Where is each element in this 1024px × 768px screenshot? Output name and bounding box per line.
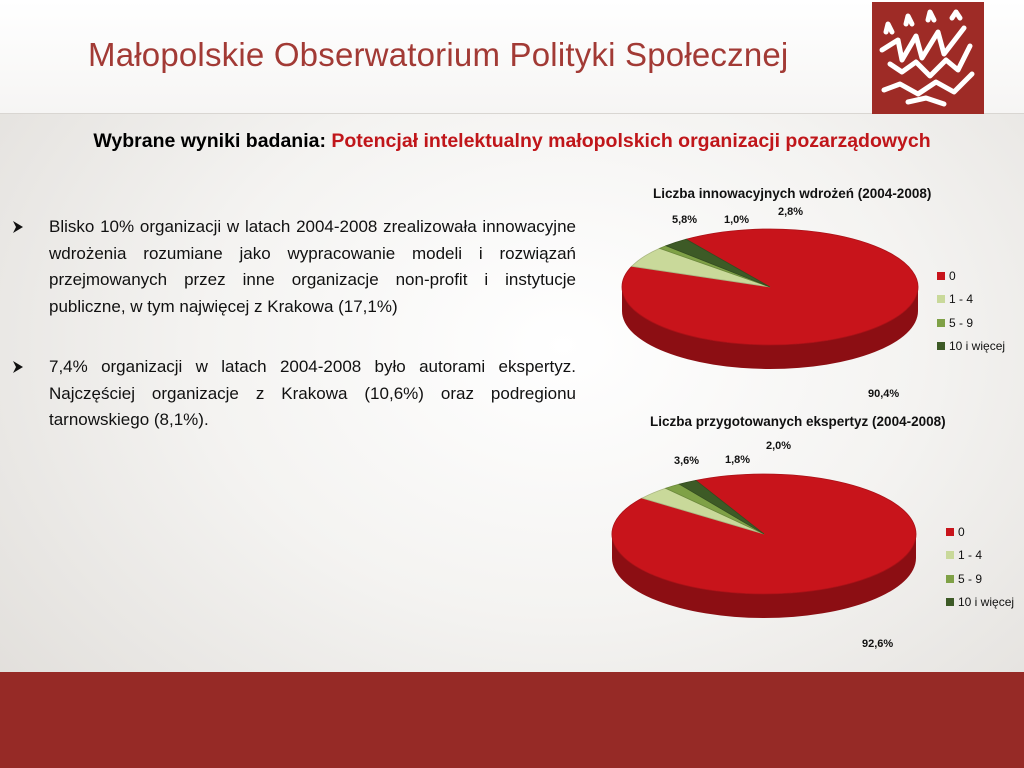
legend-item [946, 520, 1014, 544]
chart-title: Liczba przygotowanych ekspertyz (2004-2008) [650, 414, 946, 429]
legend-swatch [946, 528, 954, 536]
legend-item [946, 544, 1014, 568]
arrow-bullet-icon [12, 356, 24, 383]
bullet-list [12, 214, 576, 468]
footer-band [0, 672, 1024, 768]
legend-swatch [946, 575, 954, 583]
data-label: 1,0% [724, 214, 750, 226]
pie-chart-expertises [604, 444, 924, 654]
chart-title: Liczba innowacyjnych wdrożeń (2004-2008) [653, 186, 932, 201]
bullet-item [12, 214, 576, 320]
chart-legend [937, 264, 1005, 358]
legend-label: 1 - 4 [958, 548, 983, 563]
legend-swatch [946, 598, 954, 606]
legend-item [937, 264, 1005, 288]
legend-swatch [937, 342, 945, 350]
legend-item [937, 311, 1005, 335]
legend-item [946, 567, 1014, 591]
legend-label: 10 i więcej [958, 595, 1015, 610]
header [0, 0, 1024, 114]
pie-chart-innovations [612, 205, 922, 405]
bullet-text: 7,4% organizacji w latach 2004-2008 było autorami ekspertyz. Najczęściej organizacje z Krakowa (10,6%) oraz podregionu tarnowskiego (8,1%). [49, 357, 576, 429]
legend-label: 0 [958, 524, 965, 539]
subtitle-lead: Wybrane wyniki badania: [93, 130, 326, 152]
legend-item [946, 591, 1014, 615]
legend-label: 5 - 9 [958, 571, 983, 586]
arrow-bullet-icon [12, 216, 24, 243]
bullet-text: Blisko 10% organizacji w latach 2004-2008 zrealizowała innowacyjne wdrożenia rozumiane jako wypracowanie modeli i rozwiązań przejmowanych przez inne organizacje non-profit i instytucje publiczne, w tym najwięcej z Krakowa (17,1%) [49, 217, 576, 316]
chart-legend [946, 520, 1014, 614]
data-label: 90,4% [868, 388, 900, 400]
legend-label: 0 [949, 268, 956, 283]
data-label: 2,0% [766, 440, 792, 452]
legend-swatch [937, 319, 945, 327]
data-label: 92,6% [862, 638, 894, 650]
slide-subtitle [0, 130, 1024, 153]
data-label: 2,8% [778, 206, 804, 218]
legend-item [937, 335, 1005, 359]
subtitle-topic: Potencjał intelektualny małopolskich organizacji pozarządowych [331, 130, 931, 152]
legend-label: 5 - 9 [949, 315, 974, 330]
legend-item [937, 288, 1005, 312]
data-label: 1,8% [725, 454, 751, 466]
legend-swatch [937, 295, 945, 303]
data-label: 5,8% [672, 214, 698, 226]
bullet-item [12, 354, 576, 434]
legend-label: 1 - 4 [949, 292, 974, 307]
header-title: Małopolskie Obserwatorium Polityki Społecznej [88, 36, 789, 73]
legend-swatch [946, 551, 954, 559]
data-label: 3,6% [674, 455, 700, 467]
legend-label: 10 i więcej [949, 339, 1006, 354]
legend-swatch [937, 272, 945, 280]
logo-icon [872, 2, 984, 114]
